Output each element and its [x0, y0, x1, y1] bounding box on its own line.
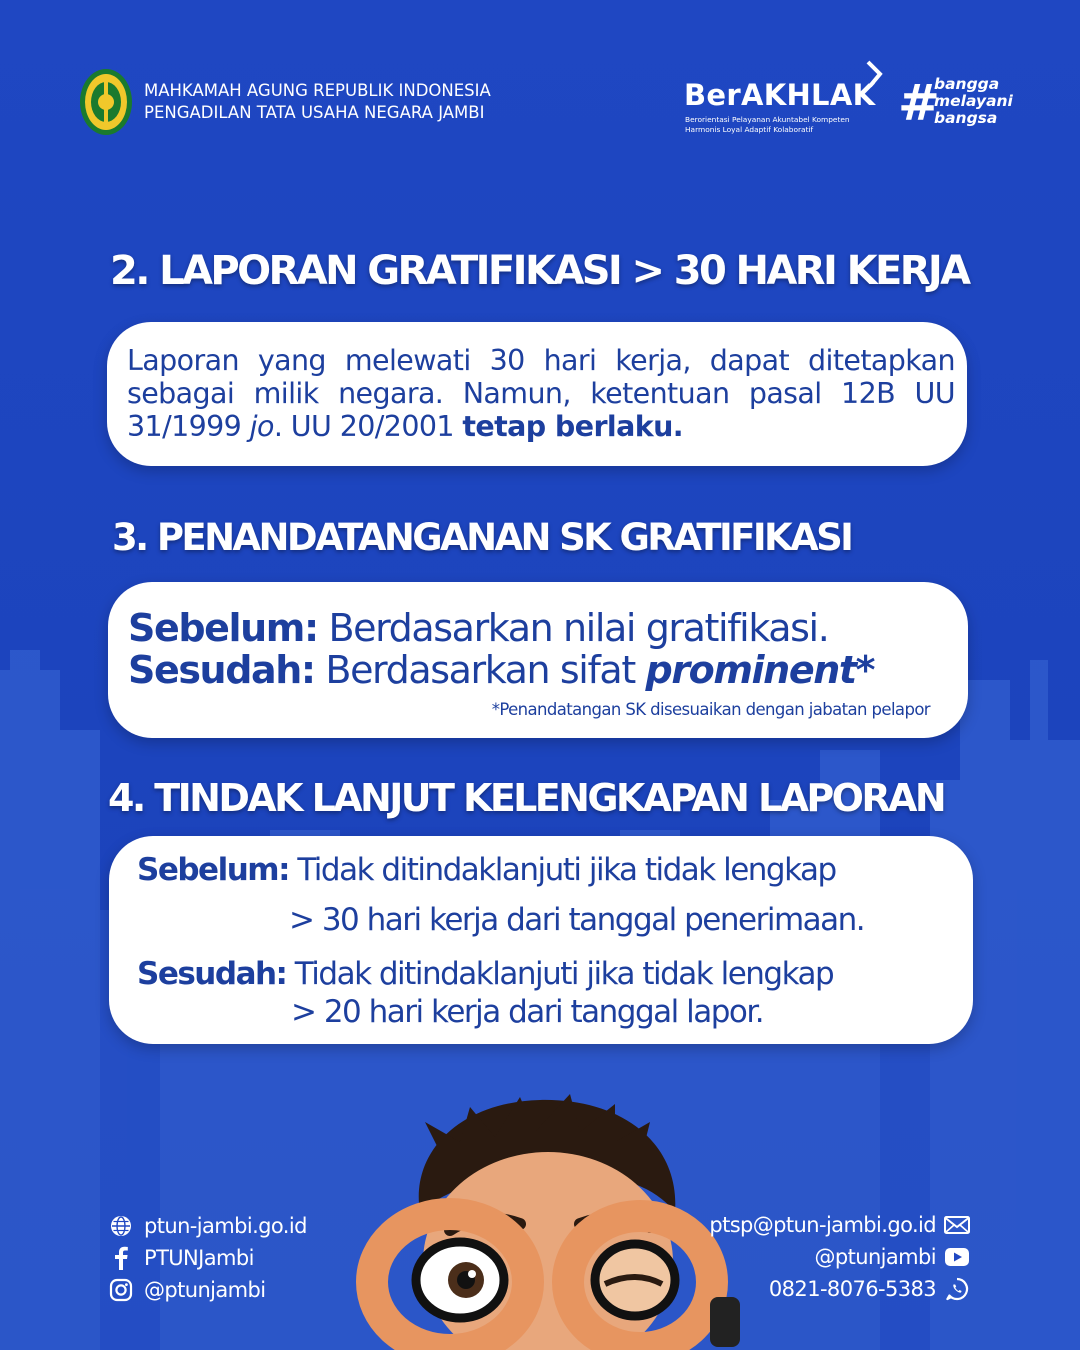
berakhlak-tagline — [685, 115, 850, 134]
prominent-text: prominent* — [645, 648, 875, 692]
after-text-1: Tidak ditindaklanjuti jika tidak lengkap — [286, 956, 834, 992]
mahkamah-agung-seal-logo — [78, 66, 134, 138]
berakhlak-tagline-1: Berorientasi Pelayanan Akuntabel Kompeten — [685, 115, 850, 124]
hashtag-icon: # — [898, 74, 940, 132]
instagram-icon — [108, 1277, 134, 1303]
facebook-text: PTUNJambi — [144, 1246, 254, 1270]
email-text: ptsp@ptun-jambi.go.id — [709, 1213, 936, 1237]
before-text-1: Tidak ditindaklanjuti jika tidak lengkap — [288, 852, 836, 888]
section-4-before-line-1 — [137, 852, 836, 888]
section-2-card — [107, 322, 967, 466]
before-text: Berdasarkan nilai gratifikasi. — [317, 606, 829, 650]
after-label: Sesudah: — [128, 648, 315, 692]
section-3-heading: 3. PENANDATANGANAN SK GRATIFIKASI — [112, 516, 852, 559]
youtube-icon — [944, 1244, 970, 1270]
berakhlak-tagline-2: Harmonis Loyal Adaptif Kolaboratif — [685, 124, 814, 134]
section-3-before-line — [128, 606, 828, 650]
mascot-illustration — [330, 1092, 770, 1350]
berakhlak-branding — [684, 60, 1014, 140]
section-2-text-b: . UU 20/2001 — [273, 410, 463, 443]
website-text: ptun-jambi.go.id — [144, 1214, 307, 1238]
section-4-heading: 4. TINDAK LANJUT KELENGKAPAN LAPORAN — [108, 776, 945, 820]
bangga-line-1: bangga — [934, 75, 1000, 93]
after-text: Berdasarkan sifat — [314, 648, 646, 692]
bangga-melayani-bangsa-logo — [934, 76, 1013, 127]
section-3-card — [108, 582, 968, 738]
mail-icon — [944, 1212, 970, 1238]
facebook-link[interactable] — [108, 1242, 307, 1274]
section-3-after-line — [128, 648, 874, 692]
bangga-line-3: bangsa — [934, 109, 998, 127]
header-organization — [78, 66, 491, 138]
website-link[interactable] — [108, 1210, 307, 1242]
instagram-link[interactable] — [108, 1274, 307, 1306]
instagram-text: @ptunjambi — [144, 1278, 266, 1302]
section-3-footnote: *Penandatangan SK disesuaikan dengan jabatan pelapor — [491, 700, 930, 719]
berakhlak-logo-text: BerAKHLAK — [684, 78, 876, 112]
org-line-2: PENGADILAN TATA USAHA NEGARA JAMBI — [144, 103, 485, 122]
section-2-text-bold: tetap berlaku. — [462, 410, 683, 443]
after-label: Sesudah: — [137, 956, 287, 992]
section-2-text — [127, 344, 955, 443]
section-4-card — [109, 836, 973, 1044]
footer-contacts-left — [108, 1210, 307, 1306]
section-2-text-a: Laporan yang melewati 30 hari kerja, dapat ditetapkan sebagai milik negara. Namun, ketentuan pasal 12B UU 31/1999 — [127, 344, 955, 443]
whatsapp-link[interactable] — [709, 1273, 970, 1305]
bangga-line-2: melayani — [934, 92, 1013, 110]
facebook-icon — [108, 1245, 134, 1271]
chevron-right-icon — [864, 60, 886, 90]
before-label: Sebelum: — [137, 852, 289, 888]
section-4-before-line-2: > 30 hari kerja dari tanggal penerimaan. — [289, 902, 865, 938]
org-line-1: MAHKAMAH AGUNG REPUBLIK INDONESIA — [144, 81, 491, 100]
footer-contacts-right — [709, 1209, 970, 1305]
section-2-text-italic: jo — [249, 410, 274, 443]
whatsapp-text: 0821-8076-5383 — [768, 1277, 936, 1301]
whatsapp-icon — [944, 1276, 970, 1302]
section-2-heading: 2. LAPORAN GRATIFIKASI > 30 HARI KERJA — [110, 248, 969, 294]
youtube-text: @ptunjambi — [814, 1245, 936, 1269]
email-link[interactable] — [709, 1209, 970, 1241]
globe-icon — [108, 1213, 134, 1239]
before-label: Sebelum: — [128, 606, 318, 650]
youtube-link[interactable] — [709, 1241, 970, 1273]
section-4-after-line-1 — [137, 956, 833, 992]
section-4-after-line-2: > 20 hari kerja dari tanggal lapor. — [291, 994, 764, 1030]
